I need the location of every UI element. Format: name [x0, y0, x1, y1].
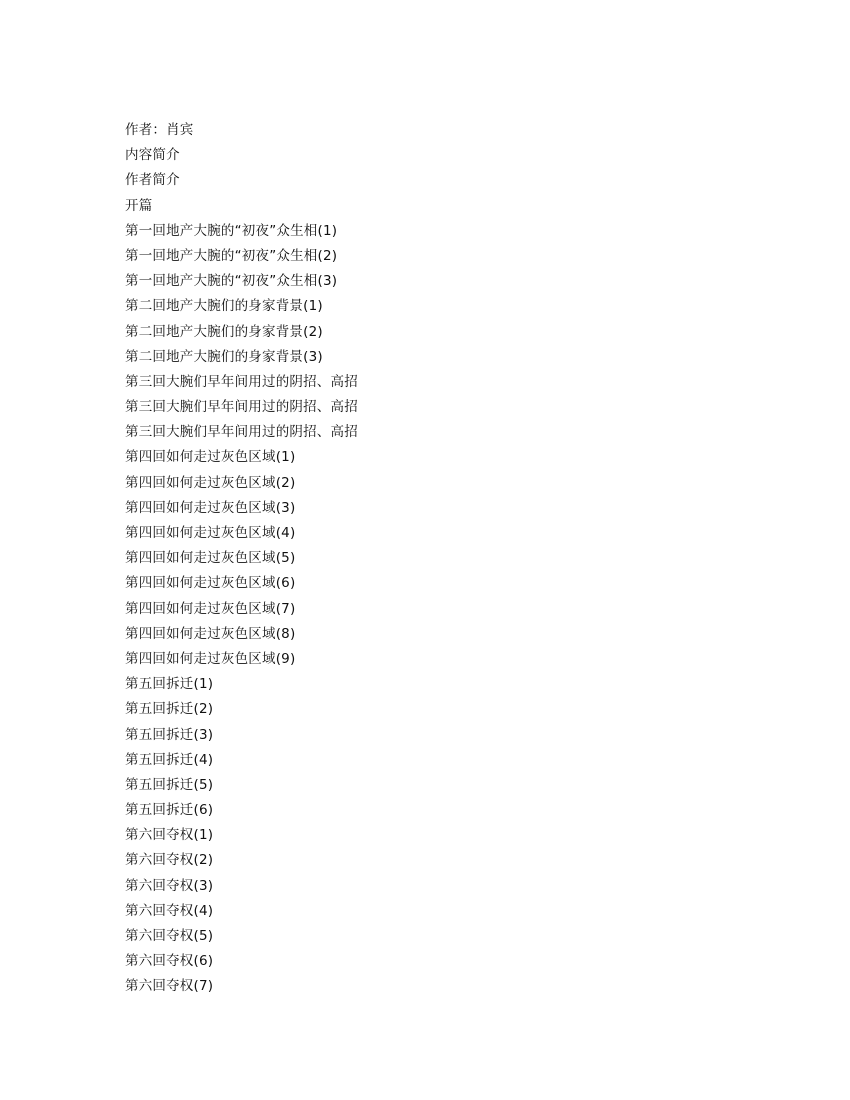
toc-item: 第五回拆迁(6): [125, 802, 214, 819]
toc-item: 第二回地产大腕们的身家背景(1): [125, 298, 323, 315]
toc-item: 第四回如何走过灰色区域(2): [125, 474, 296, 491]
toc-item: 第四回如何走过灰色区域(4): [125, 525, 296, 541]
toc-item: 第五回拆迁(2): [125, 701, 214, 718]
toc-item: 第六回夺权(2): [125, 852, 214, 869]
toc-item: 第一回地产大腕的“初夜”众生相(3): [125, 273, 338, 290]
toc-item: 第六回夺权(3): [125, 877, 214, 894]
toc-item: 第五回拆迁(4): [125, 751, 214, 768]
table-of-contents: [125, 118, 358, 1000]
toc-item: 第三回大腕们早年间用过的阴招、高招: [125, 424, 358, 441]
toc-item: 第六回夺权(1): [125, 827, 214, 844]
toc-item: 第四回如何走过灰色区域(3): [125, 499, 296, 516]
toc-item: 第四回如何走过灰色区域(8): [125, 625, 296, 642]
toc-item: 第一回地产大腕的“初夜”众生相(2): [125, 247, 338, 264]
toc-item: 第二回地产大腕们的身家背景(3): [125, 348, 323, 365]
toc-item: 第六回夺权(4): [125, 902, 214, 919]
toc-item: 第四回如何走过灰色区域(7): [125, 600, 296, 617]
toc-item: 第五回拆迁(5): [125, 776, 214, 793]
toc-item: 第三回大腕们早年间用过的阴招、高招: [125, 399, 358, 416]
toc-item: 第六回夺权(5): [125, 928, 214, 944]
toc-item-summary: 内容简介: [125, 147, 180, 164]
author-line: 作者：肖宾: [125, 122, 194, 138]
toc-item: 第四回如何走过灰色区域(9): [125, 650, 296, 667]
toc-item: 第四回如何走过灰色区域(1): [125, 449, 296, 466]
toc-item: 第一回地产大腕的“初夜”众生相(1): [125, 222, 338, 239]
toc-item: 第五回拆迁(3): [125, 726, 214, 743]
toc-item: 第六回夺权(7): [125, 978, 214, 995]
toc-item: 第二回地产大腕们的身家背景(2): [125, 323, 323, 340]
toc-item: 第三回大腕们早年间用过的阴招、高招: [125, 373, 358, 390]
toc-item: 第四回如何走过灰色区域(6): [125, 575, 296, 592]
toc-item: 第四回如何走过灰色区域(5): [125, 550, 296, 567]
toc-item-opening: 开篇: [125, 197, 153, 214]
toc-item: 第六回夺权(6): [125, 953, 214, 970]
toc-item-author-intro: 作者简介: [125, 172, 180, 189]
toc-item: 第五回拆迁(1): [125, 676, 214, 693]
